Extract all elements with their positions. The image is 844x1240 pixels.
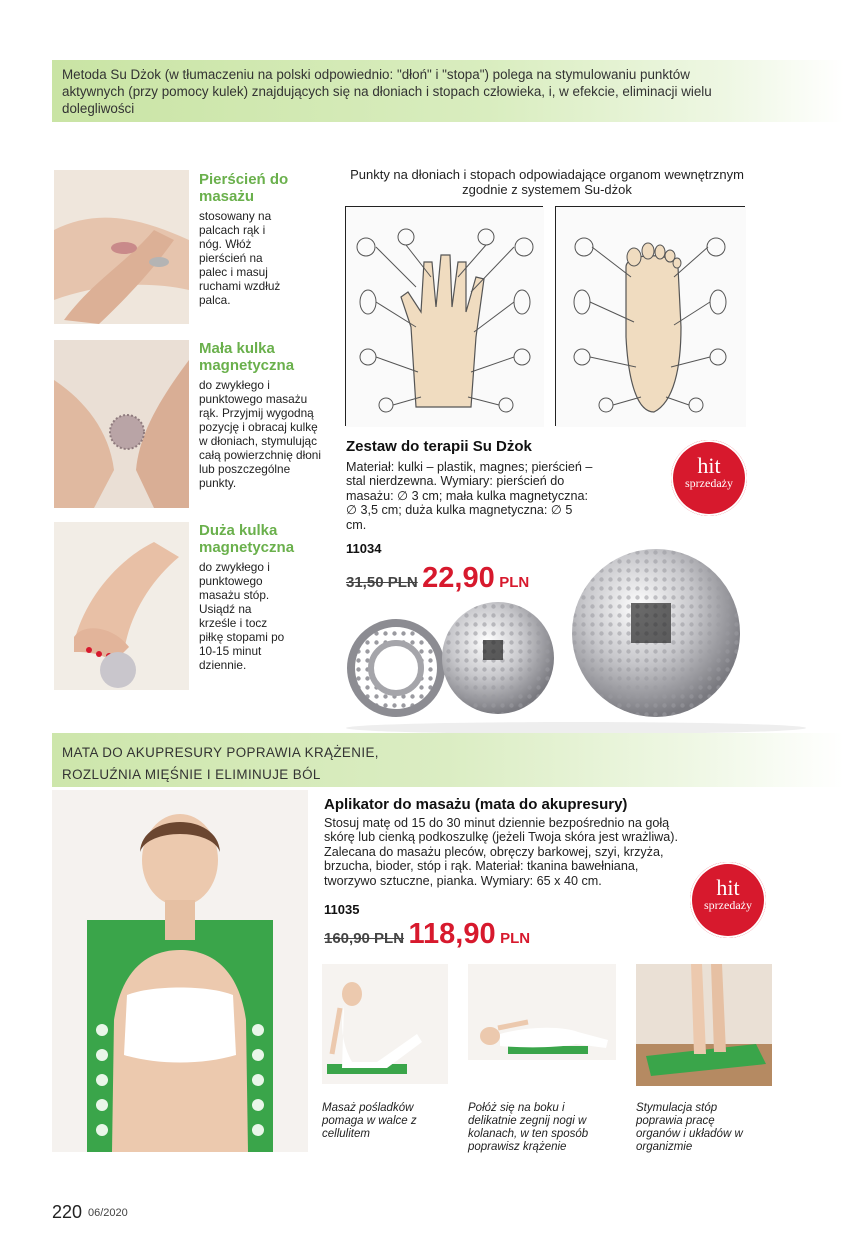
issue-date: 06/2020 bbox=[88, 1207, 128, 1219]
usage-caption-1: Masaż pośladków pomaga w walce z cellulitem bbox=[322, 1102, 417, 1140]
hit-badge-2-small: sprzedaży bbox=[704, 898, 752, 912]
foot-diagram bbox=[555, 206, 745, 426]
small-ball-photo bbox=[54, 340, 189, 508]
product1-old-price: 31,50 PLN bbox=[346, 574, 418, 591]
diagram-caption: Punkty na dłoniach i stopach odpowiadające organom wewnętrznym zgodnie z systemem Su-dżok bbox=[350, 167, 744, 197]
hit-badge-1-small: sprzedaży bbox=[685, 476, 733, 490]
ring-massage-photo bbox=[54, 170, 189, 324]
usage-caption-3: Stymulacja stóp poprawia pracę organów i układów w organizmie bbox=[636, 1102, 743, 1153]
product2-code: 11035 bbox=[324, 902, 360, 917]
accessory-desc-ring: stosowany na palcach rąk i nóg. Włóż pierścień na palec i masuj ruchami wzdłuż palca. bbox=[199, 209, 281, 307]
section-line-2: ROZLUŹNIA MIĘŚNIE I ELIMINUJE BÓL bbox=[62, 767, 321, 782]
product1-desc: Materiał: kulki – plastik, magnes; pierścień – stal nierdzewna. Wymiary: pierścień do masażu: ∅ 3 cm; mała kulka magnetyczna: ∅ 3,5 cm; duża kulka magnetyczna: ∅ 5 cm. bbox=[346, 460, 593, 532]
section-heading bbox=[62, 742, 379, 786]
page-number: 220 bbox=[52, 1202, 83, 1222]
hit-badge-2 bbox=[690, 862, 766, 938]
hand-diagram bbox=[345, 206, 543, 426]
product1-title: Zestaw do terapii Su Dżok bbox=[346, 438, 532, 455]
accessory-title-small-ball: Mała kulka magnetyczna bbox=[199, 340, 295, 374]
usage-photo-lying bbox=[468, 964, 616, 1060]
accessory-desc-big-ball: do zwykłego i punktowego masażu stóp. Usiądź na krześle i tocz piłkę stopami po 10-15 minut dziennie. bbox=[199, 560, 285, 672]
usage-caption-2: Połóż się na boku i delikatnie zegnij nogi w kolanach, w ten sposób poprawisz krążenie bbox=[468, 1102, 589, 1153]
section-line-1: MATA DO AKUPRESURY POPRAWIA KRĄŻENIE, bbox=[62, 745, 379, 760]
intro-text: Metoda Su Dżok (w tłumaczeniu na polski odpowiednio: "dłoń" i "stopa") polega na stymulowaniu punktów aktywnych (przy pomocy kulek) znajdujących się na dłoniach i stopach człowieka, i, w efekcie, eliminacji wielu dolegliwości bbox=[62, 67, 712, 116]
product1-currency: PLN bbox=[499, 574, 530, 591]
usage-photo-sitting bbox=[322, 964, 448, 1084]
hit-badge-1 bbox=[671, 440, 747, 516]
hit-badge-2-big: hit bbox=[716, 875, 740, 900]
woman-mat-photo bbox=[52, 790, 308, 1152]
hit-badge-1-big: hit bbox=[697, 453, 721, 478]
accessory-desc-small-ball: do zwykłego i punktowego masażu rąk. Przyjmij wygodną pozycję i obracaj kulkę w dłoniach, stymulując całą powierzchnię dłoni lub poszczególne punkty. bbox=[199, 378, 321, 490]
product2-currency: PLN bbox=[500, 930, 531, 947]
product1-new-price: 22,90 bbox=[422, 562, 495, 594]
su-jok-set-photo bbox=[336, 548, 816, 734]
product2-new-price: 118,90 bbox=[408, 918, 496, 950]
product2-desc: Stosuj matę od 15 do 30 minut dziennie bezpośrednio na gołą skórę lub cienką podkoszulkę (jeżeli Twoja skóra jest wrażliwa). Zalecana do masażu pleców, obręczy barkowej, szyi, krzyża, brzucha, bioder, stóp i rąk. Materiał: tkanina bawełniana, tworzywo sztuczne, pianka. Wymiary: 65 x 40 cm. bbox=[324, 816, 678, 888]
accessory-title-ring: Pierścień do masażu bbox=[199, 171, 289, 205]
product2-old-price: 160,90 PLN bbox=[324, 930, 405, 947]
product1-code: 11034 bbox=[346, 541, 382, 556]
product2-price bbox=[324, 918, 530, 951]
big-ball-photo bbox=[54, 522, 189, 690]
product2-title: Aplikator do masażu (mata do akupresury) bbox=[324, 796, 628, 813]
accessory-title-big-ball: Duża kulka magnetyczna bbox=[199, 522, 295, 556]
usage-photo-standing bbox=[636, 964, 772, 1086]
